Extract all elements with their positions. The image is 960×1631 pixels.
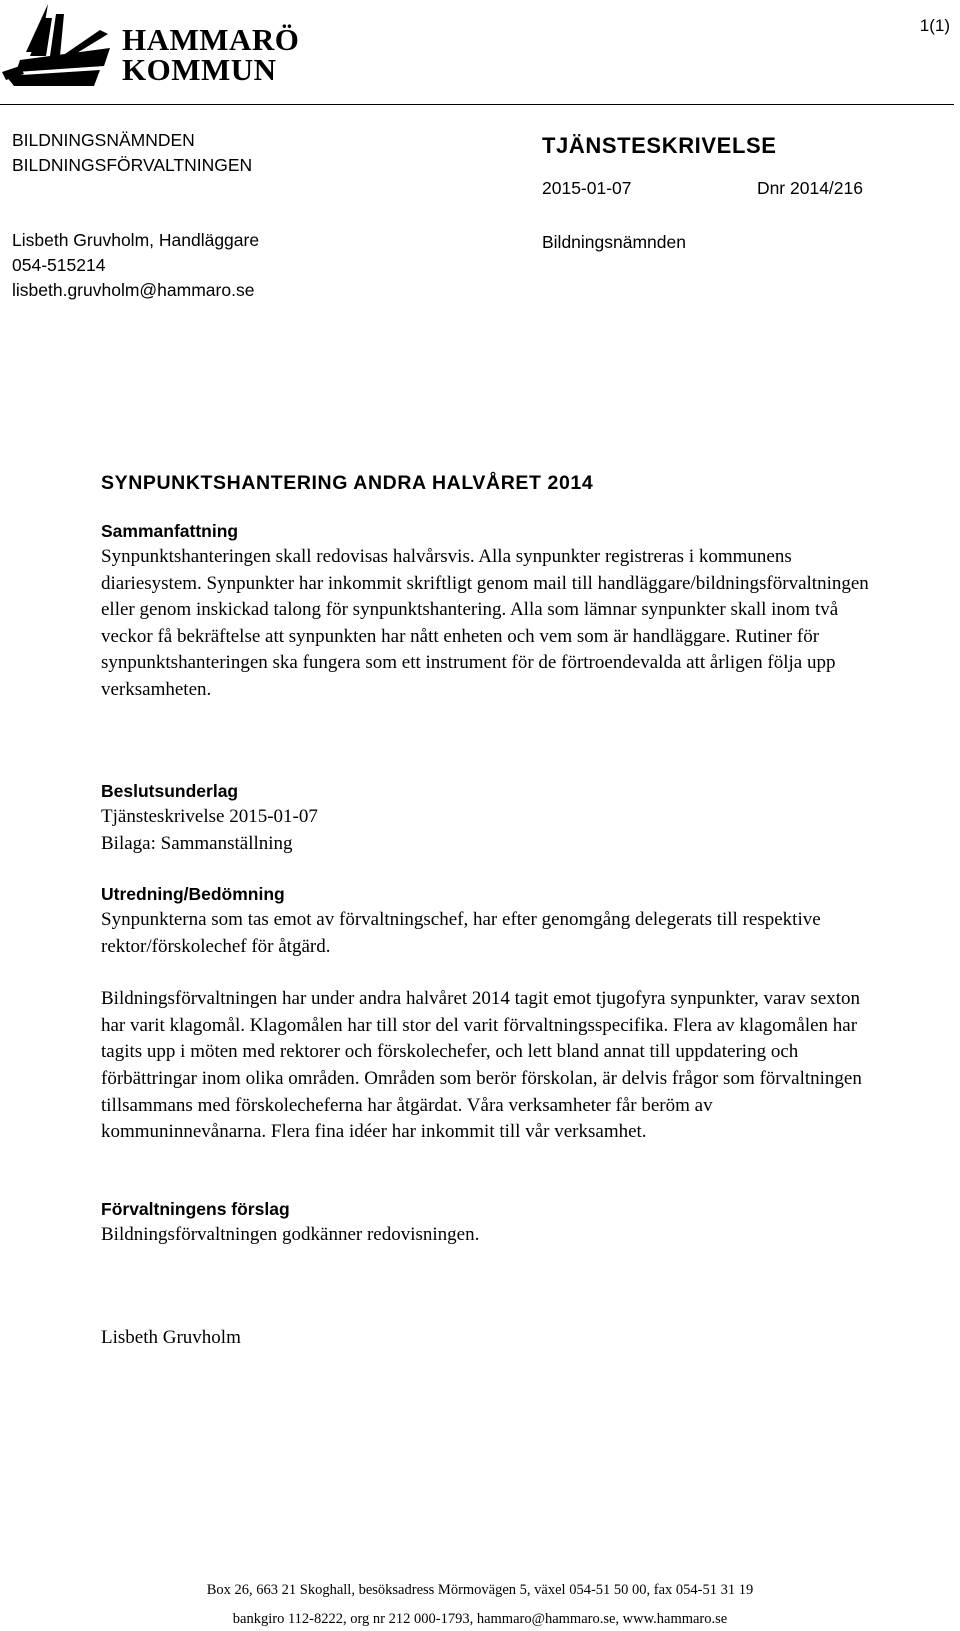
logo-text-line2: KOMMUN (122, 52, 277, 87)
sender-org-line2: BILDNINGSFÖRVALTNINGEN (12, 155, 253, 175)
document-title: SYNPUNKTSHANTERING ANDRA HALVÅRET 2014 (101, 472, 594, 494)
proposal-section (101, 1196, 881, 1249)
proposal-heading: Förvaltningens förslag (101, 1199, 290, 1219)
sender-email: lisbeth.gruvholm@hammaro.se (12, 280, 255, 300)
footer-contact: bankgiro 112-8222, org nr 212 000-1793, hammaro@hammaro.se, www.hammaro.se (232, 1611, 728, 1627)
basis-line1: Tjänsteskrivelse 2015-01-07 (101, 806, 318, 827)
signature-name: Lisbeth Gruvholm (101, 1327, 241, 1348)
summary-section (101, 518, 881, 704)
document-recipient: Bildningsnämnden (542, 232, 686, 252)
basis-line2: Bilaga: Sammanställning (101, 832, 293, 854)
summary-heading: Sammanfattning (101, 521, 239, 541)
basis-section (101, 778, 881, 857)
sender-org-line1: BILDNINGSNÄMNDEN (12, 130, 195, 150)
hammaro-emblem-icon (0, 0, 112, 90)
document-type: TJÄNSTESKRIVELSE (542, 133, 777, 158)
sender-name: Lisbeth Gruvholm, Handläggare (12, 230, 260, 250)
document-registration-number: Dnr 2014/216 (756, 178, 863, 198)
investigation-section (101, 881, 881, 1146)
investigation-paragraph-2: Bildningsförvaltningen har under andra halvåret 2014 tagit emot tjugofyra synpunkter, varav sexton har varit klagomål. Klagomålen har till stor del varit förvaltningsspecifika. Flera av klagomålen har tagits upp i möten med rektorer och förskolechefer, och lett bland annat till uppdatering och förbättringar inom olika områden. Områden som berör förskolan, är delvis frågor som förvaltningen tillsammans med förskolecheferna har åtgärdat. Våra verksamheter får beröm av kommuninnevånarna. Flera fina idéer har inkommit till vår verksamhet. (101, 988, 862, 1143)
basis-heading: Beslutsunderlag (101, 781, 239, 801)
footer-address: Box 26, 663 21 Skoghall, besöksadress Mörmovägen 5, växel 054-51 50 00, fax 054-51 31 19 (206, 1582, 754, 1598)
sender-phone: 054-515214 (12, 255, 106, 275)
header-divider (0, 104, 954, 105)
document-date: 2015-01-07 (542, 178, 632, 198)
investigation-paragraph-1: Synpunkterna som tas emot av förvaltningschef, har efter genomgång delegerats till respektive rektor/förskolechef för åtgärd. (101, 909, 821, 957)
summary-text: Synpunktshanteringen skall redovisas halvårsvis. Alla synpunkter registreras i kommunens diariesystem. Synpunkter har inkommit skriftligt genom mail till handläggare/bildningsförvaltningen eller genom inskickad talong för synpunktshantering. Alla som lämnar synpunkter skall inom två veckor få bekräftelse att synpunkten har nått enheten och vem som är handläggare. Rutiner för synpunktshanteringen ska fungera som ett instrument för de förtroendevalda att årligen följa upp verksamheten. (101, 546, 869, 700)
proposal-text: Bildningsförvaltningen godkänner redovisningen. (101, 1224, 480, 1245)
municipality-logo (0, 0, 300, 90)
logo-text-line1: HAMMARÖ (122, 22, 300, 57)
investigation-heading: Utredning/Bedömning (101, 884, 285, 904)
page-number: 1(1) (919, 16, 950, 35)
